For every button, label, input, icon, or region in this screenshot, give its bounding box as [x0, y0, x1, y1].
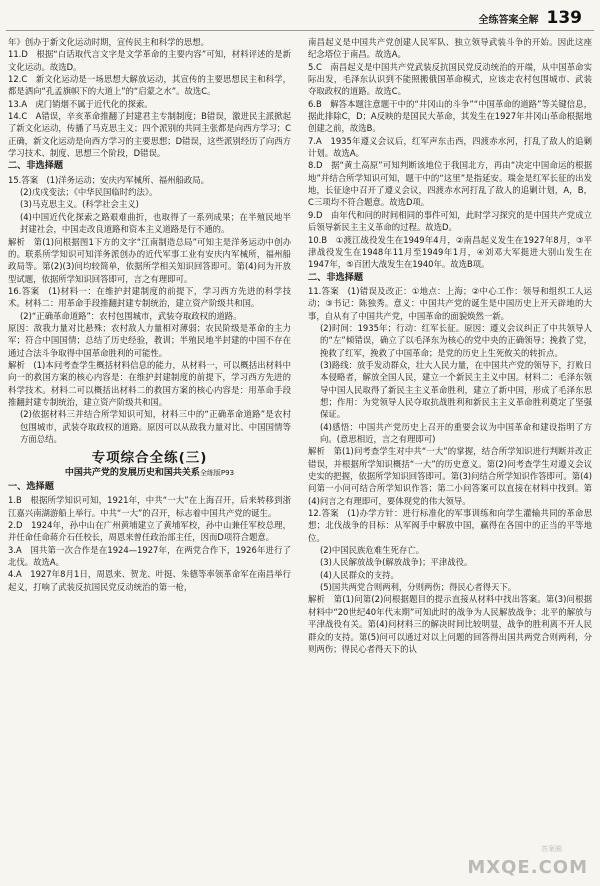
answer-paragraph: 2.D 1924年，孙中山在广州黄埔建立了黄埔军校，孙中山兼任军校总理，并任命任命蒋介石任校长，周恩来曾任政治部主任，因而D项符合题意。: [8, 520, 291, 543]
watermark-logo: [467, 840, 592, 880]
answer-paragraph: 南昌起义是中国共产党创建人民军队、独立领导武装斗争的开始。因此这座纪念塔位于南昌。故选A。: [308, 37, 592, 60]
watermark-small-text: 答案圈: [541, 845, 562, 853]
answer-paragraph: 原因：敌我力量对比悬殊；农村敌人力量相对薄弱；农民阶级是革命的主力军；符合中国国情；总结了历史经验，教训；半殖民地半封建的中国不存在通过合法斗争取得中国革命胜利的可能性。: [8, 322, 291, 358]
answer-paragraph: 14.C A错误，辛亥革命推翻了封建君主专制制度；B错误，激进民主派掀起了新文化运动，传播了马克思主义；四个派别的共同主张都是向西方学习；C正确，新文化运动是向西方学习的主要思想；D错误，这些派别经历了向西方学习技术、制度、思想三个阶段，D错误。: [8, 111, 291, 159]
answer-subpart: (4)感悟：中国共产党历史上召开的重要会议为中国革命和建设指明了方向。(意思相近，言之有理即可): [320, 421, 592, 444]
answer-subpart: (2)时间：1935年；行动：红军长征。原因：遵义会议纠正了中共领导人的“左”倾错误，确立了以毛泽东为核心的党中央的正确领导；挽救了党，挽救了红军，挽救了中国革命；是党的历史上生死攸关的转折点。: [320, 322, 592, 358]
answer-subpart: (2)戊戌变法；《中华民国临时约法》。: [20, 187, 158, 198]
subtitle-text: 中国共产党的发展历史和国共关系: [64, 467, 200, 478]
answer-paragraph: 16.答案 (1)材料一：在维护封建制度的前提下，学习西方先进的科学技术。材料二：用革命手段推翻封建专制统治，建立资产阶级共和国。: [8, 285, 291, 309]
answer-subpart: (3)路线：放手发动群众，壮大人民力量，在中国共产党的领导下，打败日本侵略者，解放全国人民，建立一个新民主主义中国。材料二：毛泽东领导中国人民取得了新民主主义革命胜利，建立了新中国，形成了毛泽东思想；作用：为党领导人民夺取抗战胜利和新民主主义革命胜利奠定了坚强保证。: [320, 359, 592, 420]
answer-subpart: (2)依据材料三并结合所学知识可知，材料三中的“正确革命道路”是农村包围城市，武装夺取政权的道路。原因可以从敌我力量对比、中国国情等方面总结。: [20, 409, 291, 444]
answer-paragraph: 8.D 据“黄土高原”可知判断该地位于我国北方，再由“决定中国命运的根据地”并结合所学知识可知，题干中的“这里”是指延安。瑞金是红军长征的出发地，长征途中召开了遵义会议，四渡赤水河打乱了敌人的追剿计划，A，B，C三项均不符合题意。故选D项。: [308, 160, 592, 208]
answer-paragraph: 12.C 新文化运动是一场思想大解放运动，其宣传的主要思想民主和科学，都是洒向“孔孟旗帜下的大道上”的“启蒙之水”。故选C。: [8, 74, 291, 97]
answer-paragraph: 3.A 国共第一次合作是在1924—1927年，在两党合作下，1926年进行了北伐。故选A。: [8, 544, 291, 568]
answer-paragraph: 12.答案 (1)办学方针：进行标准化的军事训练和向学生灌输共同的革命思想；北伐战争的目标：从军阀手中解放中国，赢得在各国中的正当的平等地位。: [308, 508, 592, 543]
section-heading: 一、选择题: [8, 481, 54, 493]
answer-subpart: (4)人民群众的支持。: [320, 569, 399, 580]
answer-paragraph: 15.答案 (1)洋务运动；安庆内军械所、福州船政局。: [8, 174, 210, 185]
page-number: 139: [546, 8, 582, 28]
right-column: [308, 36, 592, 655]
section-heading: 二、非选择题: [8, 160, 64, 172]
answer-paragraph: 10.B ①渡江战役发生在1949年4月，②南昌起义发生在1927年8月，③平津战役发生在1948年11月至1949年1月，④刘邓大军挺进大别山发生在1947年，⑤百团大战发生在1940年。故选B项。: [308, 234, 592, 270]
answer-subpart: (2)“正确革命道路”：农村包围城市，武装夺取政权的道路。: [20, 310, 242, 321]
special-section-title: 专项综合全练(三): [91, 450, 208, 467]
answer-subpart: (4)中国近代化探索之路艰难曲折，也取得了一系列成果；在半殖民地半封建社会，中国走改良道路和资本主义道路是行不通的。: [20, 211, 291, 235]
page-header: [479, 8, 583, 28]
answer-paragraph: 11.D 根据“白话取代言文字是文学革命的主要内容”可知，材料评述的是新文化运动。故选D。: [8, 49, 291, 72]
answer-paragraph: 13.A 虎门销烟不属于近代化的探索。: [8, 98, 153, 109]
section-heading: 二、非选择题: [308, 271, 364, 283]
answer-paragraph: 解析 第(1)问第(2)问根据题目的提示直接从材料中找出答案。第(3)问根据材料中“20世纪40年代末期”可知此时的战争为人民解放战争；北平的解放与平津战役有关。第(4)问材料三的解决时间比较明显，战争的胜利离不开人民群众的支持。第(5)问可以通过对以上问题的回答得出国共两党合则两利，分则两伤；得民心者得天下的认: [308, 594, 592, 654]
answer-paragraph: 1.B 根据所学知识可知，1921年，中共“一大”在上海召开，后来转移到浙江嘉兴南湖游船上举行。中共“一大”的召开，标志着中国共产党的诞生。: [8, 495, 291, 518]
answer-paragraph: 解析 第(1)问考查学生对中共“一大”的掌握，结合所学知识进行判断并改正错误，并根据所学知识概括“一大”的历史意义。第(2)问考查学生对遵义会议史实的把握，依据所学知识回答即可。第(3)问结合所学知识作答即可。第(4)问第一小问可结合所学知识作答；第二小问答案可以直接在材料中找到。第(4)问言之有理即可，要体现党的伟大领导。: [308, 446, 592, 506]
special-section-subtitle: [8, 467, 291, 479]
answer-subpart: (3)人民解放战争(解放战争)；平津战役。: [320, 557, 473, 568]
answer-paragraph: 4.A 1927年8月1日，周恩来、贺龙、叶挺、朱德等率领革命军在南昌举行起义，打响了武装反抗国民党反动统治的第一枪，: [8, 569, 291, 592]
answer-paragraph: 解析 第(1)问根据图1下方的文字“江南制造总局”可知主是洋务运动中创办的。联系所学知识可知洋务派创办的近代军事工业有安庆内军械所，福州船政局等。第(2)(3)问均较简单，依据所学相关知识回答即可。第(4)问为开放型试题，依据所学知识回答即可，言之有理即可。: [8, 236, 291, 284]
answer-paragraph: 5.C 南昌起义是中国共产党武装反抗国民党反动统治的开端，从中国革命实际出发，毛泽东认识到不能照搬俄国革命模式，应该走农村包围城市、武装夺取政权的道路。故选C。: [308, 61, 592, 97]
header-title: 全练答案全解: [478, 15, 539, 26]
header-rule: [6, 30, 594, 31]
watermark-text: MXQE.COM: [467, 857, 588, 878]
answer-subpart: (3)马克思主义。(科学社会主义): [20, 199, 139, 210]
answer-paragraph: 9.D 由年代和问的时间相同的事件可知，此时学习探究的是中国共产党成立后领导新民主主义革命的过程。故选D。: [308, 209, 592, 233]
answer-subpart: (5)国共两党合则两利，分则两伤；得民心者得天下。: [320, 582, 517, 593]
answer-paragraph: 7.A 1935年遵义会议后，红军声东击西，四渡赤水河，打乱了敌人的追剿计划。故选A。: [308, 135, 592, 159]
answer-paragraph: 年》创办于新文化运动时期，宣传民主和科学的思想。: [8, 37, 209, 47]
left-column: [8, 36, 291, 593]
answer-paragraph: 解析 (1)本问考查学生概括材料信息的能力，从材料一，可以概括出材料中向一的救国方案的核心内容是：在维护封建制度的前提下，学习西方先进的科学技术。材料二可以概括出材料二的救国方案的核心内容是：用革命手段推翻封建专制统治，建立资产阶级共和国。: [8, 359, 291, 407]
answer-paragraph: 11.答案 (1)错误及改正：①地点：上海；②中心工作：领导和组织工人运动；③书记：陈独秀。意义：中国共产党的诞生是中国历史上开天辟地的大事，自从有了中国共产党，中国革命的面貌焕然一新。: [308, 285, 592, 321]
answer-paragraph: 6.B 解答本题注意题干中的“井冈山的斗争”“中国革命的道路”等关键信息，据此排除C，D；A反映的是国民大革命，其发生在1927年井冈山革命根据地创建之前，故选B。: [308, 98, 592, 134]
subtitle-ref: 全练版P93: [199, 468, 235, 477]
answer-subpart: (2)中国民族危难生死存亡。: [320, 545, 424, 556]
